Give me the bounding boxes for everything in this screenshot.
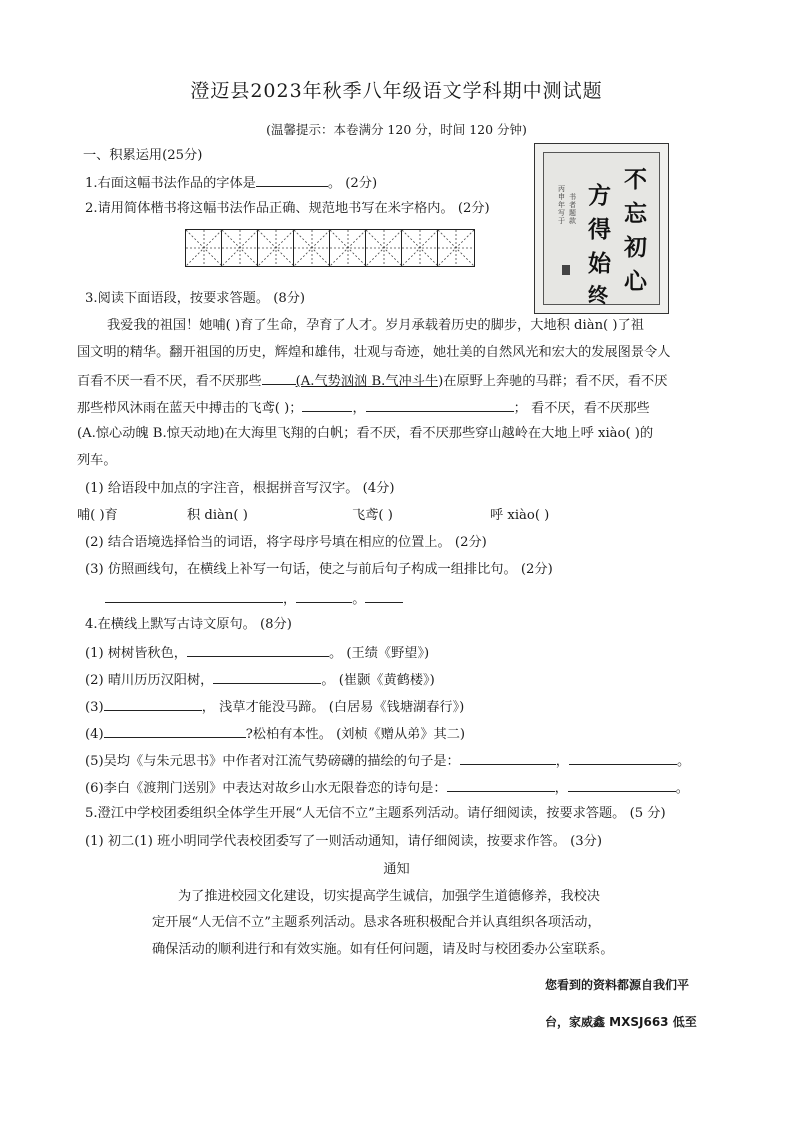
notice-line: 确保活动的顺利进行和有效实施。如有任何问题，请及时与校团委办公室联系。 xyxy=(152,942,614,957)
calligraphy-char: 忘 xyxy=(624,200,647,227)
passage-text: )在原野上奔驰的马群；看不厌，看不厌 xyxy=(438,374,668,389)
passage-line: (A.惊心动魄 B.惊天动地)在大海里飞翔的白帆；看不厌，看不厌那些穿山越岭在大地上呼 xiào( )的 xyxy=(77,426,654,441)
answer-blank[interactable] xyxy=(105,590,283,603)
passage-line xyxy=(77,399,650,417)
punctuation: 。 xyxy=(676,754,691,769)
passage-line xyxy=(77,372,667,390)
calligraphy-signature: 书者题款 xyxy=(569,193,576,225)
punctuation: 。 xyxy=(352,592,366,607)
question-4: 4.在横线上默写古诗文原句。 (8分) xyxy=(85,617,292,632)
mizi-cell[interactable] xyxy=(438,230,474,266)
notice-title: 通知 xyxy=(383,862,410,877)
pinyin-b: 积 diàn( ) xyxy=(187,508,248,523)
mizi-cell[interactable] xyxy=(222,230,258,266)
answer-blank[interactable] xyxy=(569,752,677,765)
mizi-cell[interactable] xyxy=(294,230,330,266)
mizi-cell[interactable] xyxy=(258,230,294,266)
poem-source: ， 浅草才能没马蹄。 (白居易《钱塘湖春行》) xyxy=(201,700,465,715)
poem-text: (4) xyxy=(85,727,104,742)
punctuation: 。 xyxy=(675,781,689,796)
calligraphy-char: 方 xyxy=(588,182,611,209)
answer-blank[interactable] xyxy=(104,725,246,738)
question-1-text: 1.右面这幅书法作品的字体是 xyxy=(85,176,256,191)
passage-text: ， xyxy=(352,401,366,416)
mizi-cell[interactable] xyxy=(402,230,438,266)
sub-question-5-1: (1) 初二(1) 班小明同学代表校团委写了一则活动通知，请仔细阅读，按要求作答。 (3分) xyxy=(85,834,602,849)
page-title: 澄迈县2023年秋季八年级语文学科期中测试题 xyxy=(190,80,603,102)
sub-question-1: (1) 给语段中加点的字注音，根据拼音写汉字。 (4分) xyxy=(85,481,395,496)
poem-line-1 xyxy=(85,644,429,662)
section-heading: 一、积累运用(25分) xyxy=(83,148,203,163)
mizi-cell[interactable] xyxy=(330,230,366,266)
pinyin-d: 呼 xiào( ) xyxy=(490,508,550,523)
watermark-line: 台，家威鑫 MXSJ663 低至 xyxy=(545,1015,697,1029)
calligraphy-char: 终 xyxy=(588,283,608,307)
answer-blank[interactable] xyxy=(460,752,556,765)
answer-blank[interactable] xyxy=(104,698,202,711)
answer-blank[interactable] xyxy=(262,372,296,385)
calligraphy-char: 初 xyxy=(624,234,647,261)
calligraphy-frame xyxy=(543,152,660,305)
poem-line-2 xyxy=(85,671,435,689)
question-5: 5.澄江中学校团委组织全体学生开展“人无信不立”主题系列活动。请仔细阅读，按要求答题。 (5 分) xyxy=(85,806,666,821)
calligraphy-char: 得 xyxy=(588,216,611,243)
pinyin-c: 飞鸢( ) xyxy=(352,508,393,523)
answer-blank[interactable] xyxy=(213,671,321,684)
calligraphy-char: 心 xyxy=(624,268,647,295)
poem-source: ?松柏有本性。 (刘桢《赠从弟》其二) xyxy=(245,727,466,742)
passage-line: 国文明的精华。翻开祖国的历史，辉煌和雄伟，壮观与奇迹，她壮美的自然风光和宏大的发展图景令人 xyxy=(77,345,671,360)
answer-blank[interactable] xyxy=(187,644,329,657)
answer-blank[interactable] xyxy=(365,590,403,603)
notice-line: 为了推进校园文化建设，切实提高学生诚信，加强学生道德修养，我校决 xyxy=(178,889,600,904)
poem-line-4 xyxy=(85,725,465,743)
calligraphy-char: 不 xyxy=(624,166,647,193)
answer-blank[interactable] xyxy=(447,779,555,792)
sub-question-2: (2) 结合语境选择恰当的词语，将字母序号填在相应的位置上。 (2分) xyxy=(85,535,487,550)
punctuation: ， xyxy=(555,754,569,769)
passage-line: 列车。 xyxy=(77,453,117,468)
punctuation: ， xyxy=(283,592,297,607)
passage-text: 那些栉风沐雨在蓝天中搏击的飞鸢( )； xyxy=(77,401,303,416)
poem-text: (1) 树树皆秋色， xyxy=(85,646,187,661)
poem-source: 。 (王绩《野望》) xyxy=(329,646,430,661)
passage-text: 百看不厌一看不厌，看不厌那些 xyxy=(77,374,262,389)
watermark-line: 您看到的资料都源自我们平 xyxy=(545,978,690,992)
mizi-cell[interactable] xyxy=(366,230,402,266)
answer-blank[interactable] xyxy=(296,590,352,603)
poem-line-5 xyxy=(85,752,690,770)
exam-hint: (温馨提示：本卷满分 120 分，时间 120 分钟) xyxy=(266,122,527,137)
poem-line-6 xyxy=(85,779,689,797)
answer-blank[interactable] xyxy=(568,779,676,792)
passage-text: ； 看不厌，看不厌那些 xyxy=(513,401,650,416)
passage-option: B.气冲斗牛 xyxy=(367,374,439,389)
mizi-grid[interactable] xyxy=(185,229,475,267)
punctuation: ， xyxy=(554,781,568,796)
question-2: 2.请用简体楷书将这幅书法作品正确、规范地书写在米字格内。 (2分) xyxy=(85,201,490,216)
question-3: 3.阅读下面语段，按要求答题。 (8分) xyxy=(85,291,306,306)
answer-blank[interactable] xyxy=(256,174,328,187)
sub-question-3: (3) 仿照画线句，在横线上补写一句话，使之与前后句子构成一组排比句。 (2分) xyxy=(85,562,553,577)
poem-source: 。 (崔颢《黄鹤楼》) xyxy=(321,673,435,688)
question-1-score: 。 (2分) xyxy=(327,176,378,191)
pinyin-a: 哺( )育 xyxy=(77,508,118,523)
seal-stamp xyxy=(562,265,570,275)
calligraphy-char: 始 xyxy=(588,250,611,277)
question-1 xyxy=(85,174,377,192)
passage-option: (A.气势汹汹 xyxy=(295,374,368,389)
answer-blank[interactable] xyxy=(366,399,514,412)
poem-line-3 xyxy=(85,698,464,716)
poem-text: (5)吴均《与朱元思书》中作者对江流气势磅礴的描绘的句子是： xyxy=(85,754,460,769)
poem-text: (2) 晴川历历汉阳树， xyxy=(85,673,214,688)
answer-blank[interactable] xyxy=(302,399,352,412)
imitation-answer-line xyxy=(105,590,403,608)
mizi-cell[interactable] xyxy=(186,230,222,266)
calligraphy-inscription: 丙申年写于 xyxy=(558,185,565,225)
passage-line: 我爱我的祖国！她哺( )育了生命，孕育了人才。岁月承载着历史的脚步，大地积 diàn( )了祖 xyxy=(107,318,644,333)
notice-line: 定开展“人无信不立”主题系列活动。恳求各班积极配合并认真组织各项活动， xyxy=(152,915,601,930)
poem-text: (3) xyxy=(85,700,104,715)
calligraphy-artwork xyxy=(534,143,669,314)
poem-text: (6)李白《渡荆门送别》中表达对故乡山水无限眷恋的诗句是： xyxy=(85,781,447,796)
